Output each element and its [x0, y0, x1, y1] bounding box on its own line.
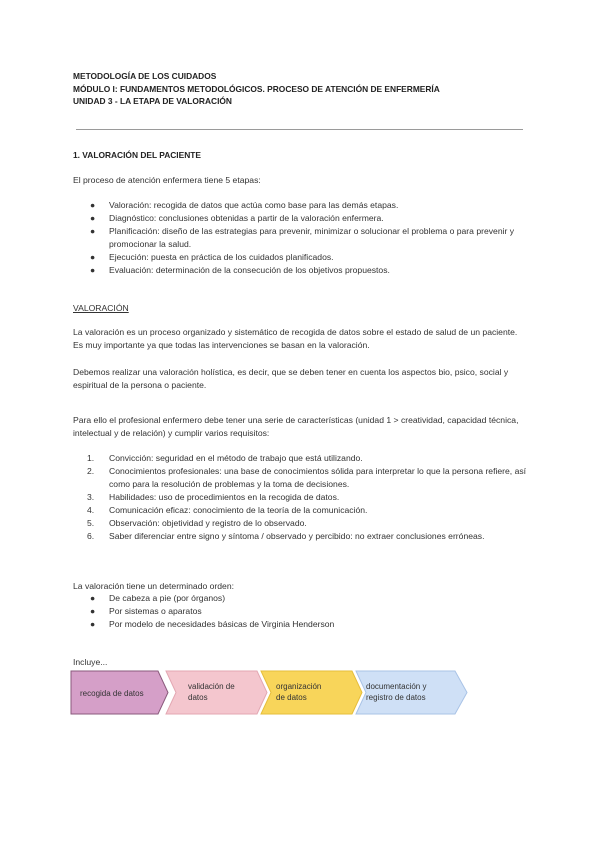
- bullet-icon: ●: [90, 200, 96, 210]
- section-title: 1. VALORACIÓN DEL PACIENTE: [73, 150, 201, 160]
- list-item: ● Valoración: recogida de datos que actúa como base para las demás etapas.: [90, 200, 399, 210]
- bullet-icon: ●: [90, 593, 96, 603]
- flow-step-validacion: [166, 671, 267, 714]
- list-item: 1. Convicción: seguridad en el método de trabajo que está utilizando.: [87, 453, 363, 463]
- flow-step-documentacion-label-2: registro de datos: [366, 693, 426, 702]
- flow-step-validacion-label-2: datos: [188, 693, 208, 702]
- flow-step-documentacion-label-1: documentación y: [366, 682, 427, 691]
- stages-intro: El proceso de atención enfermera tiene 5 etapas:: [73, 175, 261, 185]
- bullet-icon: ●: [90, 226, 96, 236]
- valoracion-heading: VALORACIÓN: [73, 303, 129, 313]
- list-item: 3. Habilidades: uso de procedimientos en la recogida de datos.: [87, 492, 340, 502]
- header-divider: [76, 129, 523, 130]
- list-item: 2. Conocimientos profesionales: una base de conocimientos sólida para interpretar lo que la persona refiere, así como para la resolución de problemas y la toma de decisiones.: [87, 466, 527, 489]
- list-item: ● Planificación: diseño de las estrategias para prevenir, minimizar o solucionar el problema o para prevenir y promocionar la salud.: [90, 226, 515, 249]
- list-item: ● De cabeza a pie (por órganos): [90, 593, 226, 603]
- document-header: [73, 70, 528, 108]
- bullet-icon: ●: [90, 265, 96, 275]
- bullet-icon: ●: [90, 619, 96, 629]
- valoracion-paragraph-1: La valoración es un proceso organizado y sistemático de recogida de datos sobre el estado de salud de un paciente. Es muy importante ya que todas las intervenciones se basan en la valoración.: [73, 327, 518, 350]
- list-item: ● Diagnóstico: conclusiones obtenidas a partir de la valoración enfermera.: [90, 213, 384, 223]
- requisitos-list: [73, 452, 528, 543]
- header-module-title: MÓDULO I: FUNDAMENTOS METODOLÓGICOS. PROCESO DE ATENCIÓN DE ENFERMERÍA: [73, 83, 440, 94]
- list-item: ● Ejecución: puesta en práctica de los cuidados planificados.: [90, 252, 334, 262]
- orden-intro: La valoración tiene un determinado orden:: [73, 581, 235, 591]
- header-unit-title: UNIDAD 3 - LA ETAPA DE VALORACIÓN: [73, 96, 232, 106]
- list-item: ● Por sistemas o aparatos: [90, 606, 202, 616]
- valoracion-paragraph-3: Para ello el profesional enfermero debe tener una serie de características (unidad 1 > creatividad, capacidad técnica, intelectual y de relación) y cumplir varios requisitos:: [73, 415, 519, 438]
- flow-step-recogida-label: recogida de datos: [80, 689, 144, 698]
- stages-list: [73, 199, 528, 277]
- flow-step-organizacion-label-1: organización: [276, 682, 322, 691]
- valoracion-flow-diagram: [70, 670, 470, 715]
- flow-step-organizacion-label-2: de datos: [276, 693, 307, 702]
- list-item: 4. Comunicación eficaz: conocimiento de la teoría de la comunicación.: [87, 505, 368, 515]
- list-item: ● Por modelo de necesidades básicas de Virginia Henderson: [90, 619, 335, 629]
- incluye-label: Incluye...: [73, 657, 108, 667]
- list-item: ● Evaluación: determinación de la consecución de los objetivos propuestos.: [90, 265, 390, 275]
- list-item: 5. Observación: objetividad y registro de lo observado.: [87, 518, 307, 528]
- header-course-title: METODOLOGÍA DE LOS CUIDADOS: [73, 71, 217, 81]
- flow-step-validacion-label-1: validación de: [188, 682, 235, 691]
- list-item: 6. Saber diferenciar entre signo y síntoma / observado y percibido: no extraer conclusiones erróneas.: [87, 531, 485, 541]
- orden-list: [73, 592, 528, 631]
- valoracion-paragraph-2: Debemos realizar una valoración holística, es decir, que se deben tener en cuenta los aspectos bio, psico, social y espiritual de la persona o paciente.: [73, 367, 509, 390]
- bullet-icon: ●: [90, 606, 96, 616]
- bullet-icon: ●: [90, 213, 96, 223]
- bullet-icon: ●: [90, 252, 96, 262]
